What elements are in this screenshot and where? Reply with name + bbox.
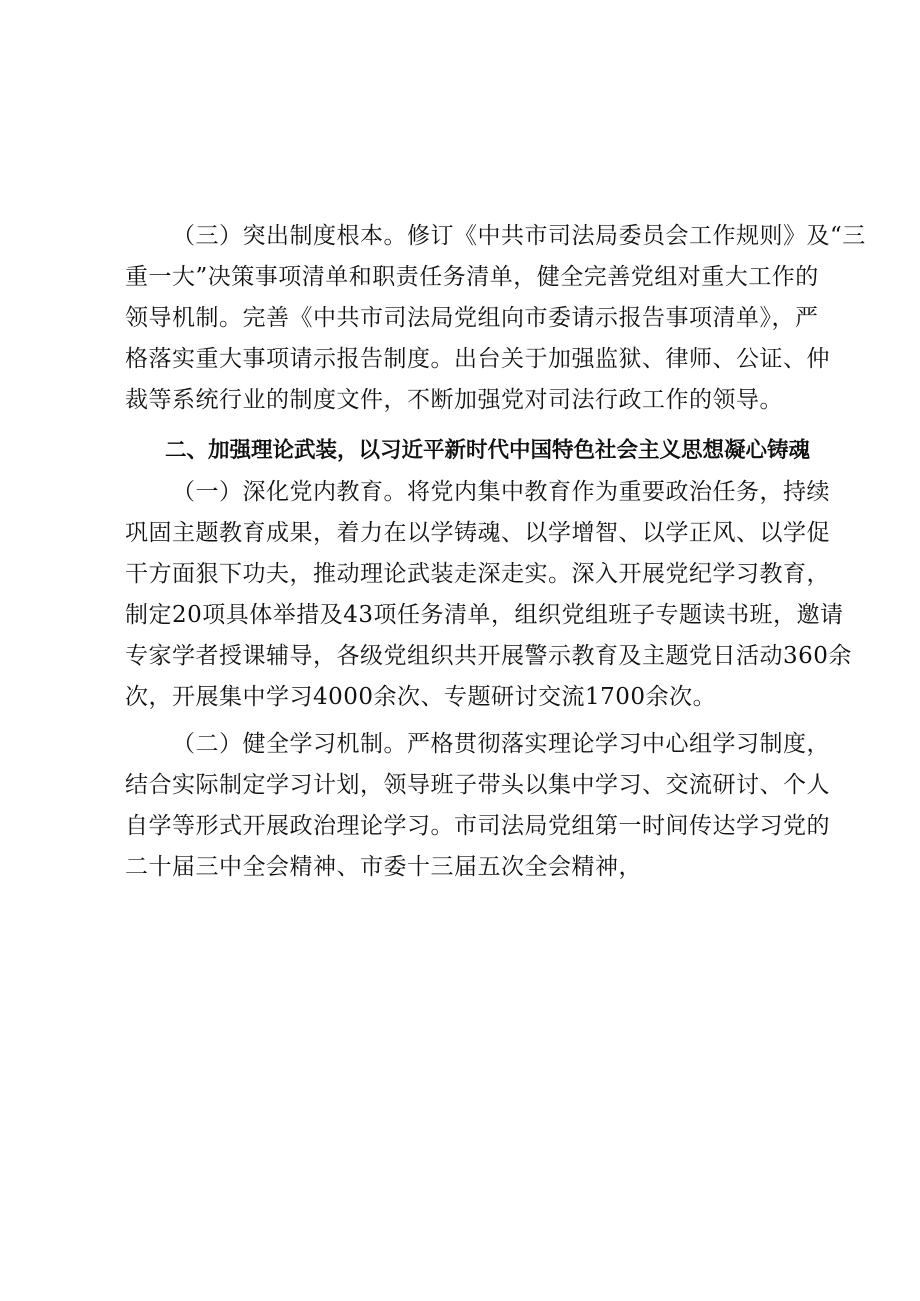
paragraph-line: 制定20项具体举措及43项任务清单，组织党组班子专题读书班，邀请 [125, 602, 844, 628]
paragraph-line: 巩固主题教育成果，着力在以学铸魂、以学增智、以学正风、以学促 [125, 520, 830, 546]
paragraph-line: 二十届三中全会精神、市委十三届五次全会精神， [125, 854, 642, 880]
paragraph-line: （三）突出制度根本。修订《中共市司法局委员会工作规则》及“三 [172, 223, 866, 249]
paragraph-line: 自学等形式开展政治理论学习。市司法局党组第一时间传达学习党的 [125, 813, 830, 839]
paragraph-line: 干方面狠下功夫，推动理论武装走深走实。深入开展党纪学习教育， [125, 561, 830, 587]
paragraph-line: 领导机制。完善《中共市司法局党组向市委请示报告事项清单》，严 [125, 305, 819, 331]
paragraph-line: 裁等系统行业的制度文件，不断加强党对司法行政工作的领导。 [125, 387, 783, 413]
paragraph-line: （一）深化党内教育。将党内集中教育作为重要政治任务，持续 [172, 479, 830, 505]
paragraph-line: 结合实际制定学习计划，领导班子带头以集中学习、交流研讨、个人 [125, 772, 830, 798]
paragraph-line: 格落实重大事项请示报告制度。出台关于加强监狱、律师、公证、仲 [125, 346, 830, 372]
paragraph-line: （二）健全学习机制。严格贯彻落实理论学习中心组学习制度， [172, 731, 830, 757]
section-heading: 二、加强理论武装，以习近平新时代中国特色社会主义思想凝心铸魂 [165, 438, 811, 463]
paragraph-line: 重一大”决策事项清单和职责任务清单，健全完善党组对重大工作的 [125, 264, 819, 290]
paragraph-line: 专家学者授课辅导，各级党组织共开展警示教育及主题党日活动360余 [125, 643, 852, 669]
paragraph-line: 次，开展集中学习4000余次、专题研讨交流1700余次。 [125, 684, 717, 710]
